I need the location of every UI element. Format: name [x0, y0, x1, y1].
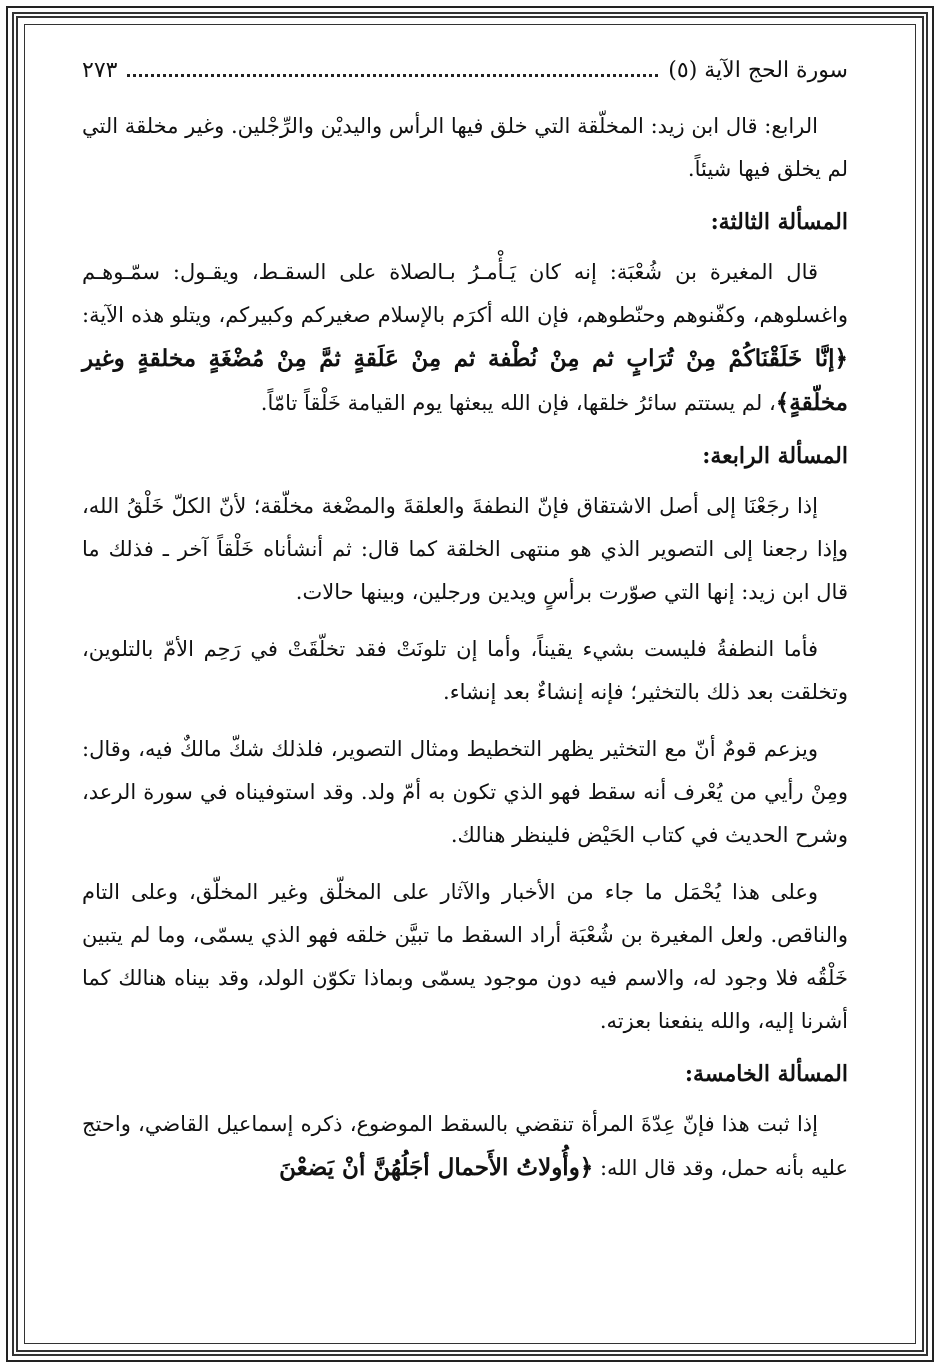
running-header	[82, 58, 848, 83]
paragraph-5: ويزعم قومٌ أنّ مع التخثير يظهر التخطيط ومثال التصوير، فلذلك شكّ مالكٌ فيه، وقال: ومِنْ رأيي من يُعْرف أنه سقط فهو الذي تكون به أمّ ولد. وقد استوفيناه في سورة الرعد، وشرح الحديث في كتاب الحَيْض فلينظر هنالك.	[82, 737, 848, 847]
paragraph-2-text-a: قال المغيرة بن شُعْبَة: إنه كان يَـأْمـرُ بـالصلاة على السقـط، ويقـول: سمّـوهـم واغسلوهم، وكفّنوهم وحنّطوهم، فإن الله أكرَم بالإسلام صغيركم وكبيركم، ويتلو هذه الآية:	[82, 260, 848, 327]
quran-verse-2: ﴿وأُولاتُ الأَحمال أجَلُهُنَّ أنْ يَضعْنَ	[279, 1154, 594, 1181]
paragraph-7	[82, 1103, 848, 1190]
paragraph-1: الرابع: قال ابن زيد: المخلّقة التي خلق فيها الرأس واليديْن والرِّجْلين. وغير مخلقة التي لم يخلق فيها شيئاً.	[82, 114, 848, 181]
paragraph-2-text-b: ، لم يستتم سائرُ خلقها، فإن الله يبعثها يوم القيامة خَلْقاً تامّاً.	[260, 391, 776, 415]
paragraph-3: إذا رجَعْنَا إلى أصل الاشتقاق فإنّ النطفةَ والعلقةَ والمضْغة مخلّقة؛ لأنّ الكلّ خَلْقُ الله، وإذا رجعنا إلى التصوير الذي هو منتهى الخلقة كما قال: ثم أنشأناه خَلْقاً آخر ـ فذلك ما قال ابن زيد: إنها التي صوّرت برأسٍ ويدين ورجلين، وبينها حالات.	[82, 494, 848, 604]
paragraph-7-text: إذا ثبت هذا فإنّ عِدّةَ المرأة تنقضي بالسقط الموضوع، ذكره إسماعيل القاضي، واحتج عليه بأنه حمل، وقد قال الله:	[82, 1112, 848, 1180]
quran-verse-1: ﴿إنَّا خَلَقْنَاكُمْ مِنْ تُرَابٍ ثم مِنْ نُطْفة ثم مِنْ عَلَقةٍ ثمَّ مِنْ مُضْغَةٍ مخلقةٍ وغير مخلّقةٍ﴾	[82, 345, 848, 416]
section-heading-4: المسألة الرابعة:	[702, 443, 848, 469]
section-heading-3: المسألة الثالثة:	[710, 209, 848, 235]
header-dot-leader	[127, 73, 658, 77]
section-heading-5: المسألة الخامسة:	[684, 1061, 848, 1087]
paragraph-4: فأما النطفةُ فليست بشيء يقيناً، وأما إن تلونَتْ فقد تخلّقَتْ في رَحِم الأمّ بالتلوين، وتخلقت بعد ذلك بالتخثير؛ فإنه إنشاءٌ بعد إنشاء.	[82, 637, 848, 704]
page-number: ٢٧٣	[82, 58, 118, 83]
paragraph-2	[82, 251, 848, 425]
header-title: سورة الحج الآية (٥)	[668, 58, 848, 83]
paragraph-6: وعلى هذا يُحْمَل ما جاء من الأخبار والآثار على المخلّق وغير المخلّق، وعلى التام والناقص. ولعل المغيرة بن شُعْبَة أراد السقط ما تبيَّن خلقه فهو الذي يسمّى، وما لم يتبين خَلْقُه فلا وجود له، والاسم فيه دون موجود يسمّى وبماذا تكوّن الولد، وقد بيناه هنالك كما أشرنا إليه، والله ينفعنا بعزته.	[82, 880, 848, 1033]
page-body	[82, 58, 848, 1204]
